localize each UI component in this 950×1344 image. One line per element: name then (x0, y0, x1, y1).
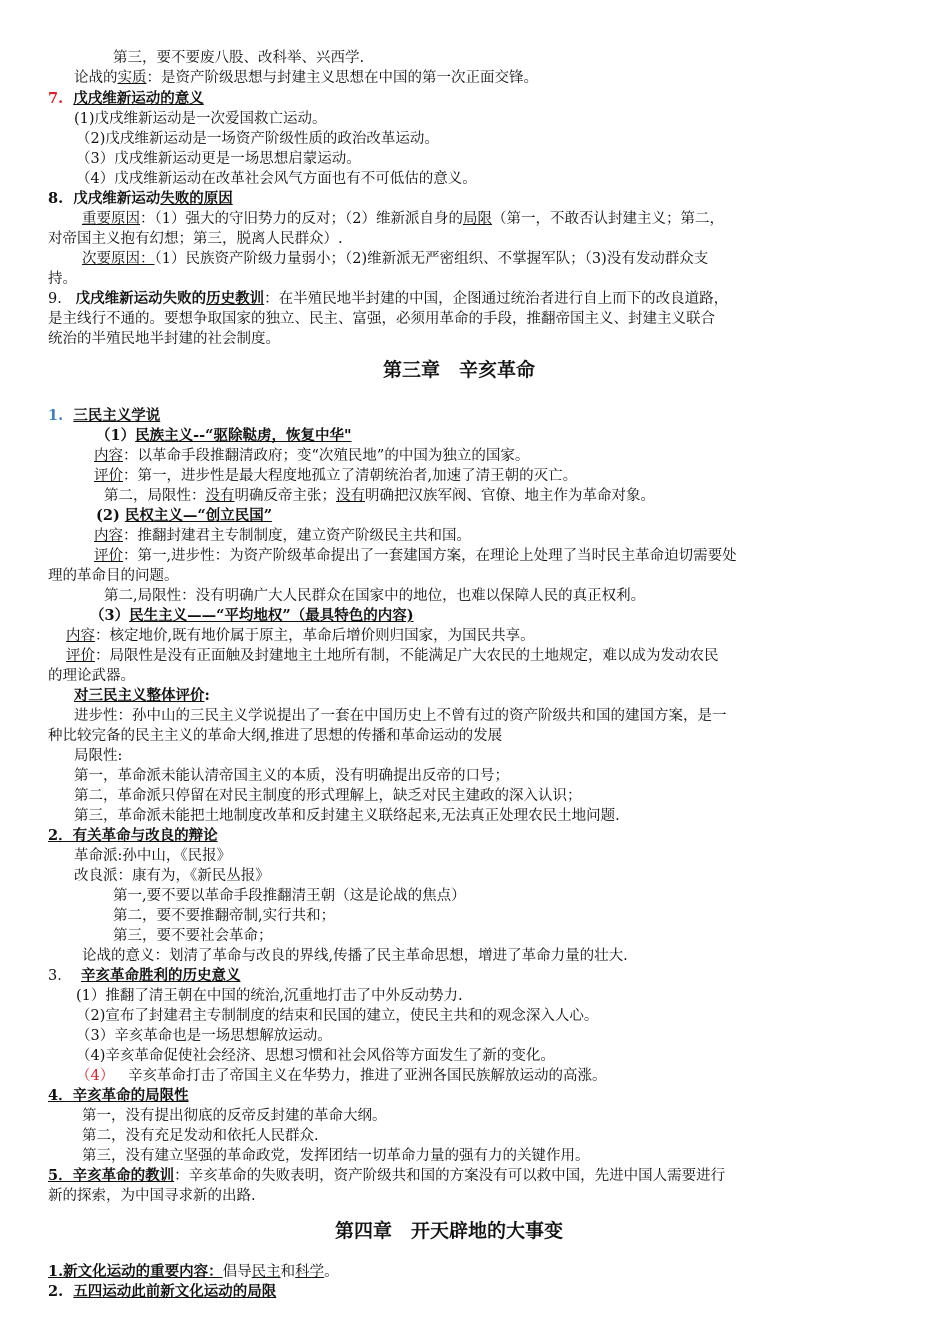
text-line: 持。 (48, 271, 77, 287)
text-line: 重要原因：（1）强大的守旧势力的反对；（2）维新派自身的局限（第一，不敢否认封建主义；第二， (82, 211, 724, 227)
section-heading: 1. 三民主义学说 (48, 407, 161, 424)
text-line: 内容：核定地价,既有地价属于原主，革命后增价则归国家，为国民共享。 (66, 628, 535, 644)
text-line: 论战的实质：是资产阶级思想与封建主义思想在中国的第一次正面交锋。 (74, 70, 538, 86)
list-item: （3）辛亥革命也是一场思想解放运动。 (76, 1028, 332, 1044)
text-line: 新的探索，为中国寻求新的出路. (48, 1188, 256, 1204)
section-heading: 4．辛亥革命的局限性 (48, 1087, 189, 1104)
text-line: 第二，要不要推翻帝制,实行共和； (113, 908, 336, 924)
text-line: 内容：推翻封建君主专制制度，建立资产阶级民主共和国。 (94, 528, 471, 544)
text-line: 内容：以革命手段推翻清政府；变“次殖民地”的中国为独立的国家。 (94, 448, 530, 464)
text-line: 1.新文化运动的重要内容：倡导民主和科学。 (48, 1263, 339, 1280)
text-line: 次要原因：（1）民族资产阶级力量弱小；（2)维新派无严密组织、不掌握军队；（3)没有发动群众支 (82, 251, 709, 267)
section-heading: 3． 辛亥革命胜利的历史意义 (48, 967, 241, 984)
text-line: 局限性: (74, 748, 123, 764)
text-line: 进步性：孙中山的三民主义学说提出了一套在中国历史上不曾有过的资产阶级共和国的建国方案，是一 (74, 708, 727, 724)
list-item: （2)宣布了封建君主专制制度的结束和民国的建立，使民主共和的观念深入人心。 (76, 1008, 599, 1024)
text-line: 9. 戊戌维新运动失败的历史教训：在半殖民地半封建的中国，企图通过统治者进行自上而下的改良道路， (48, 290, 729, 307)
text-line: 第一，革命派未能认清帝国主义的本质，没有明确提出反帝的口号； (74, 768, 509, 784)
subsection-heading: (2) 民权主义—“创立民国” (96, 507, 273, 524)
section-heading: 7. 戊戌维新运动的意义 (48, 90, 204, 107)
text-line: 评价：第一，进步性是最大程度地孤立了清朝统治者,加速了清王朝的灭亡。 (94, 468, 578, 484)
text-line: 第二，局限性：没有明确反帝主张；没有明确把汉族军阀、官僚、地主作为革命对象。 (104, 488, 655, 504)
section-heading: 2．有关革命与改良的辩论 (48, 827, 218, 844)
list-item: （4)辛亥革命促使社会经济、思想习惯和社会风俗等方面发生了新的变化。 (76, 1048, 555, 1064)
text-line: 第二，没有充足发动和依托人民群众. (82, 1128, 319, 1144)
chapter-title: 第三章 辛亥革命 (383, 359, 536, 381)
text-line: 评价：局限性是没有正面触及封建地主土地所有制，不能满足广大农民的土地规定，难以成为发动农民 (66, 648, 719, 664)
chapter-title: 第四章 开天辟地的大事变 (335, 1220, 564, 1242)
text-line: 论战的意义：划清了革命与改良的界线,传播了民主革命思想，增进了革命力量的壮大. (82, 948, 628, 964)
text-line: 统治的半殖民地半封建的社会制度。 (48, 331, 280, 347)
text-line: 第三，要不要社会革命； (113, 928, 273, 944)
text-line: 理的革命目的问题。 (48, 568, 179, 584)
text-line: 第一，没有提出彻底的反帝反封建的革命大纲。 (82, 1108, 387, 1124)
text-line: 的理论武器。 (48, 668, 135, 684)
subsection-heading: 对三民主义整体评价: (74, 687, 210, 704)
text-line: 是主线行不通的。要想争取国家的独立、民主、富强，必须用革命的手段，推翻帝国主义、封建主义联合 (48, 311, 715, 327)
subsection-heading: （1）民族主义--“驱除鞑虏，恢复中华" (96, 427, 352, 444)
list-item: （2)戊戌维新运动是一场资产阶级性质的政治改革运动。 (76, 131, 439, 147)
list-item: (1)戊戌维新运动是一次爱国救亡运动。 (74, 111, 327, 127)
text-line: 第三，没有建立坚强的革命政党，发挥团结一切革命力量的强有力的关键作用。 (82, 1148, 590, 1164)
text-line: 对帝国主义抱有幻想；第三，脱离人民群众）. (48, 231, 343, 247)
text-line: 种比较完备的民主主义的革命大纲,推进了思想的传播和革命运动的发展 (48, 728, 503, 744)
list-item: (1）推翻了清王朝在中国的统治,沉重地打击了中外反动势力. (76, 988, 463, 1004)
text-line: 改良派：康有为，《新民丛报》 (74, 868, 270, 884)
text-line: 第三，要不要废八股、改科举、兴西学. (113, 50, 365, 66)
section-heading: 2. 五四运动此前新文化运动的局限 (48, 1283, 277, 1300)
subsection-heading: （3）民生主义——“平均地权”（最具特色的内容) (90, 607, 414, 624)
text-line: 革命派:孙中山，《民报》 (74, 848, 232, 864)
list-item: （3）戊戌维新运动更是一场思想启蒙运动。 (76, 151, 361, 167)
section-heading: 8. 戊戌维新运动失败的原因 (48, 190, 233, 207)
text-line: 第二,局限性：没有明确广大人民群众在国家中的地位，也难以保障人民的真正权利。 (104, 588, 646, 604)
list-item: （4） 辛亥革命打击了帝国主义在华势力，推进了亚洲各国民族解放运动的高涨。 (76, 1068, 607, 1084)
text-line: 5．辛亥革命的教训：辛亥革命的失败表明，资产阶级共和国的方案没有可以救中国，先进中国人需要进行 (48, 1167, 726, 1184)
list-item: （4）戊戌维新运动在改革社会风气方面也有不可低估的意义。 (76, 171, 477, 187)
text-line: 第一,要不要以革命手段推翻清王朝（这是论战的焦点） (113, 888, 466, 904)
text-line: 第二，革命派只停留在对民主制度的形式理解上，缺乏对民主建政的深入认识； (74, 788, 582, 804)
text-line: 第三，革命派未能把土地制度改革和反封建主义联络起来,无法真正处理农民土地问题. (74, 808, 620, 824)
text-line: 评价：第一,进步性：为资产阶级革命提出了一套建国方案，在理论上处理了当时民主革命迫切需要处 (94, 548, 737, 564)
